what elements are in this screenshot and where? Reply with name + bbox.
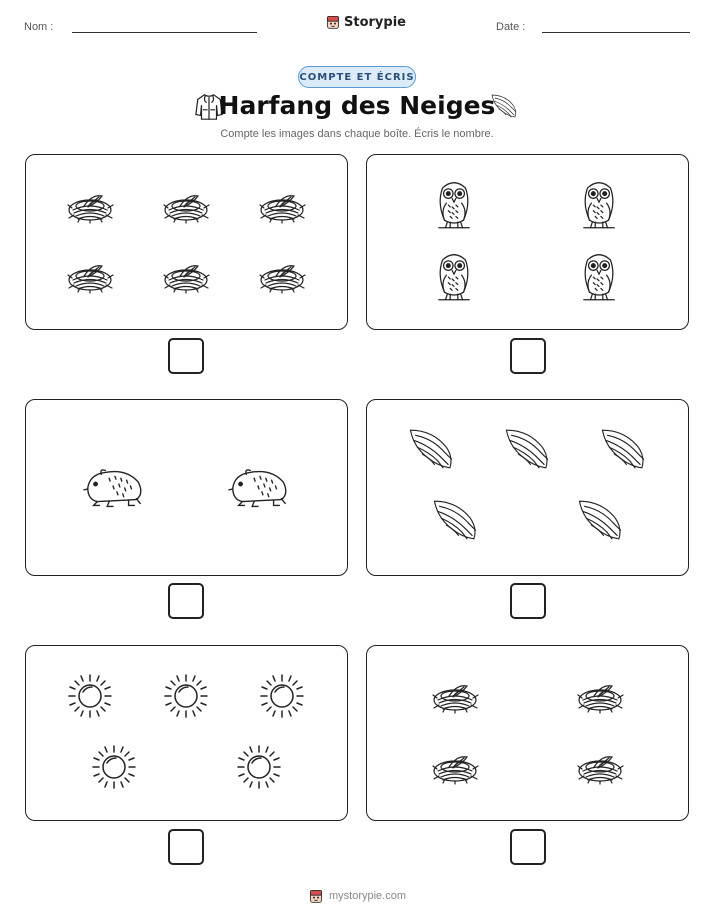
wing-icon (407, 426, 455, 472)
wing-icon (599, 426, 647, 472)
nest-icon (576, 678, 624, 714)
answer-box-4[interactable] (510, 583, 546, 619)
sun-icon (162, 672, 210, 720)
nest-icon (258, 188, 306, 224)
owl-icon (580, 250, 618, 304)
nest-icon (66, 258, 114, 294)
nest-icon (576, 749, 624, 785)
nest-icon (162, 188, 210, 224)
date-line[interactable] (542, 32, 690, 33)
sun-icon (258, 672, 306, 720)
page-title: Harfang des Neiges (218, 91, 496, 120)
storypie-logo-icon (308, 888, 324, 904)
footer (0, 888, 714, 904)
owl-icon (580, 178, 618, 232)
brand-name: Storypie (344, 14, 406, 30)
wing-icon (431, 497, 479, 543)
name-label: Nom : (24, 21, 54, 33)
counting-panel-6 (366, 645, 689, 821)
answer-box-5[interactable] (168, 829, 204, 865)
nest-icon (431, 749, 479, 785)
answer-box-2[interactable] (510, 338, 546, 374)
date-label: Date : (496, 21, 526, 33)
nest-icon (258, 258, 306, 294)
wing-icon (576, 497, 624, 543)
lemming-icon (80, 462, 148, 510)
owl-icon (435, 250, 473, 304)
counting-panel-1 (25, 154, 348, 330)
answer-box-6[interactable] (510, 829, 546, 865)
counting-panel-2 (366, 154, 689, 330)
name-line[interactable] (72, 32, 257, 33)
storypie-logo-icon (325, 14, 341, 30)
nest-icon (162, 258, 210, 294)
footer-site[interactable]: mystorypie.com (328, 890, 407, 902)
sun-icon (90, 743, 138, 791)
lemming-icon (225, 462, 293, 510)
answer-box-1[interactable] (168, 338, 204, 374)
sun-icon (66, 672, 114, 720)
owl-icon (435, 178, 473, 232)
counting-panel-3 (25, 399, 348, 576)
instructions: Compte les images dans chaque boîte. Écris le nombre. (220, 128, 494, 140)
wing-icon (490, 92, 518, 120)
brand-logo (325, 14, 406, 30)
sun-icon (235, 743, 283, 791)
answer-box-3[interactable] (168, 583, 204, 619)
wing-icon (503, 426, 551, 472)
nest-icon (431, 678, 479, 714)
nest-icon (66, 188, 114, 224)
activity-badge: COMPTE ET ÉCRIS (298, 66, 416, 88)
